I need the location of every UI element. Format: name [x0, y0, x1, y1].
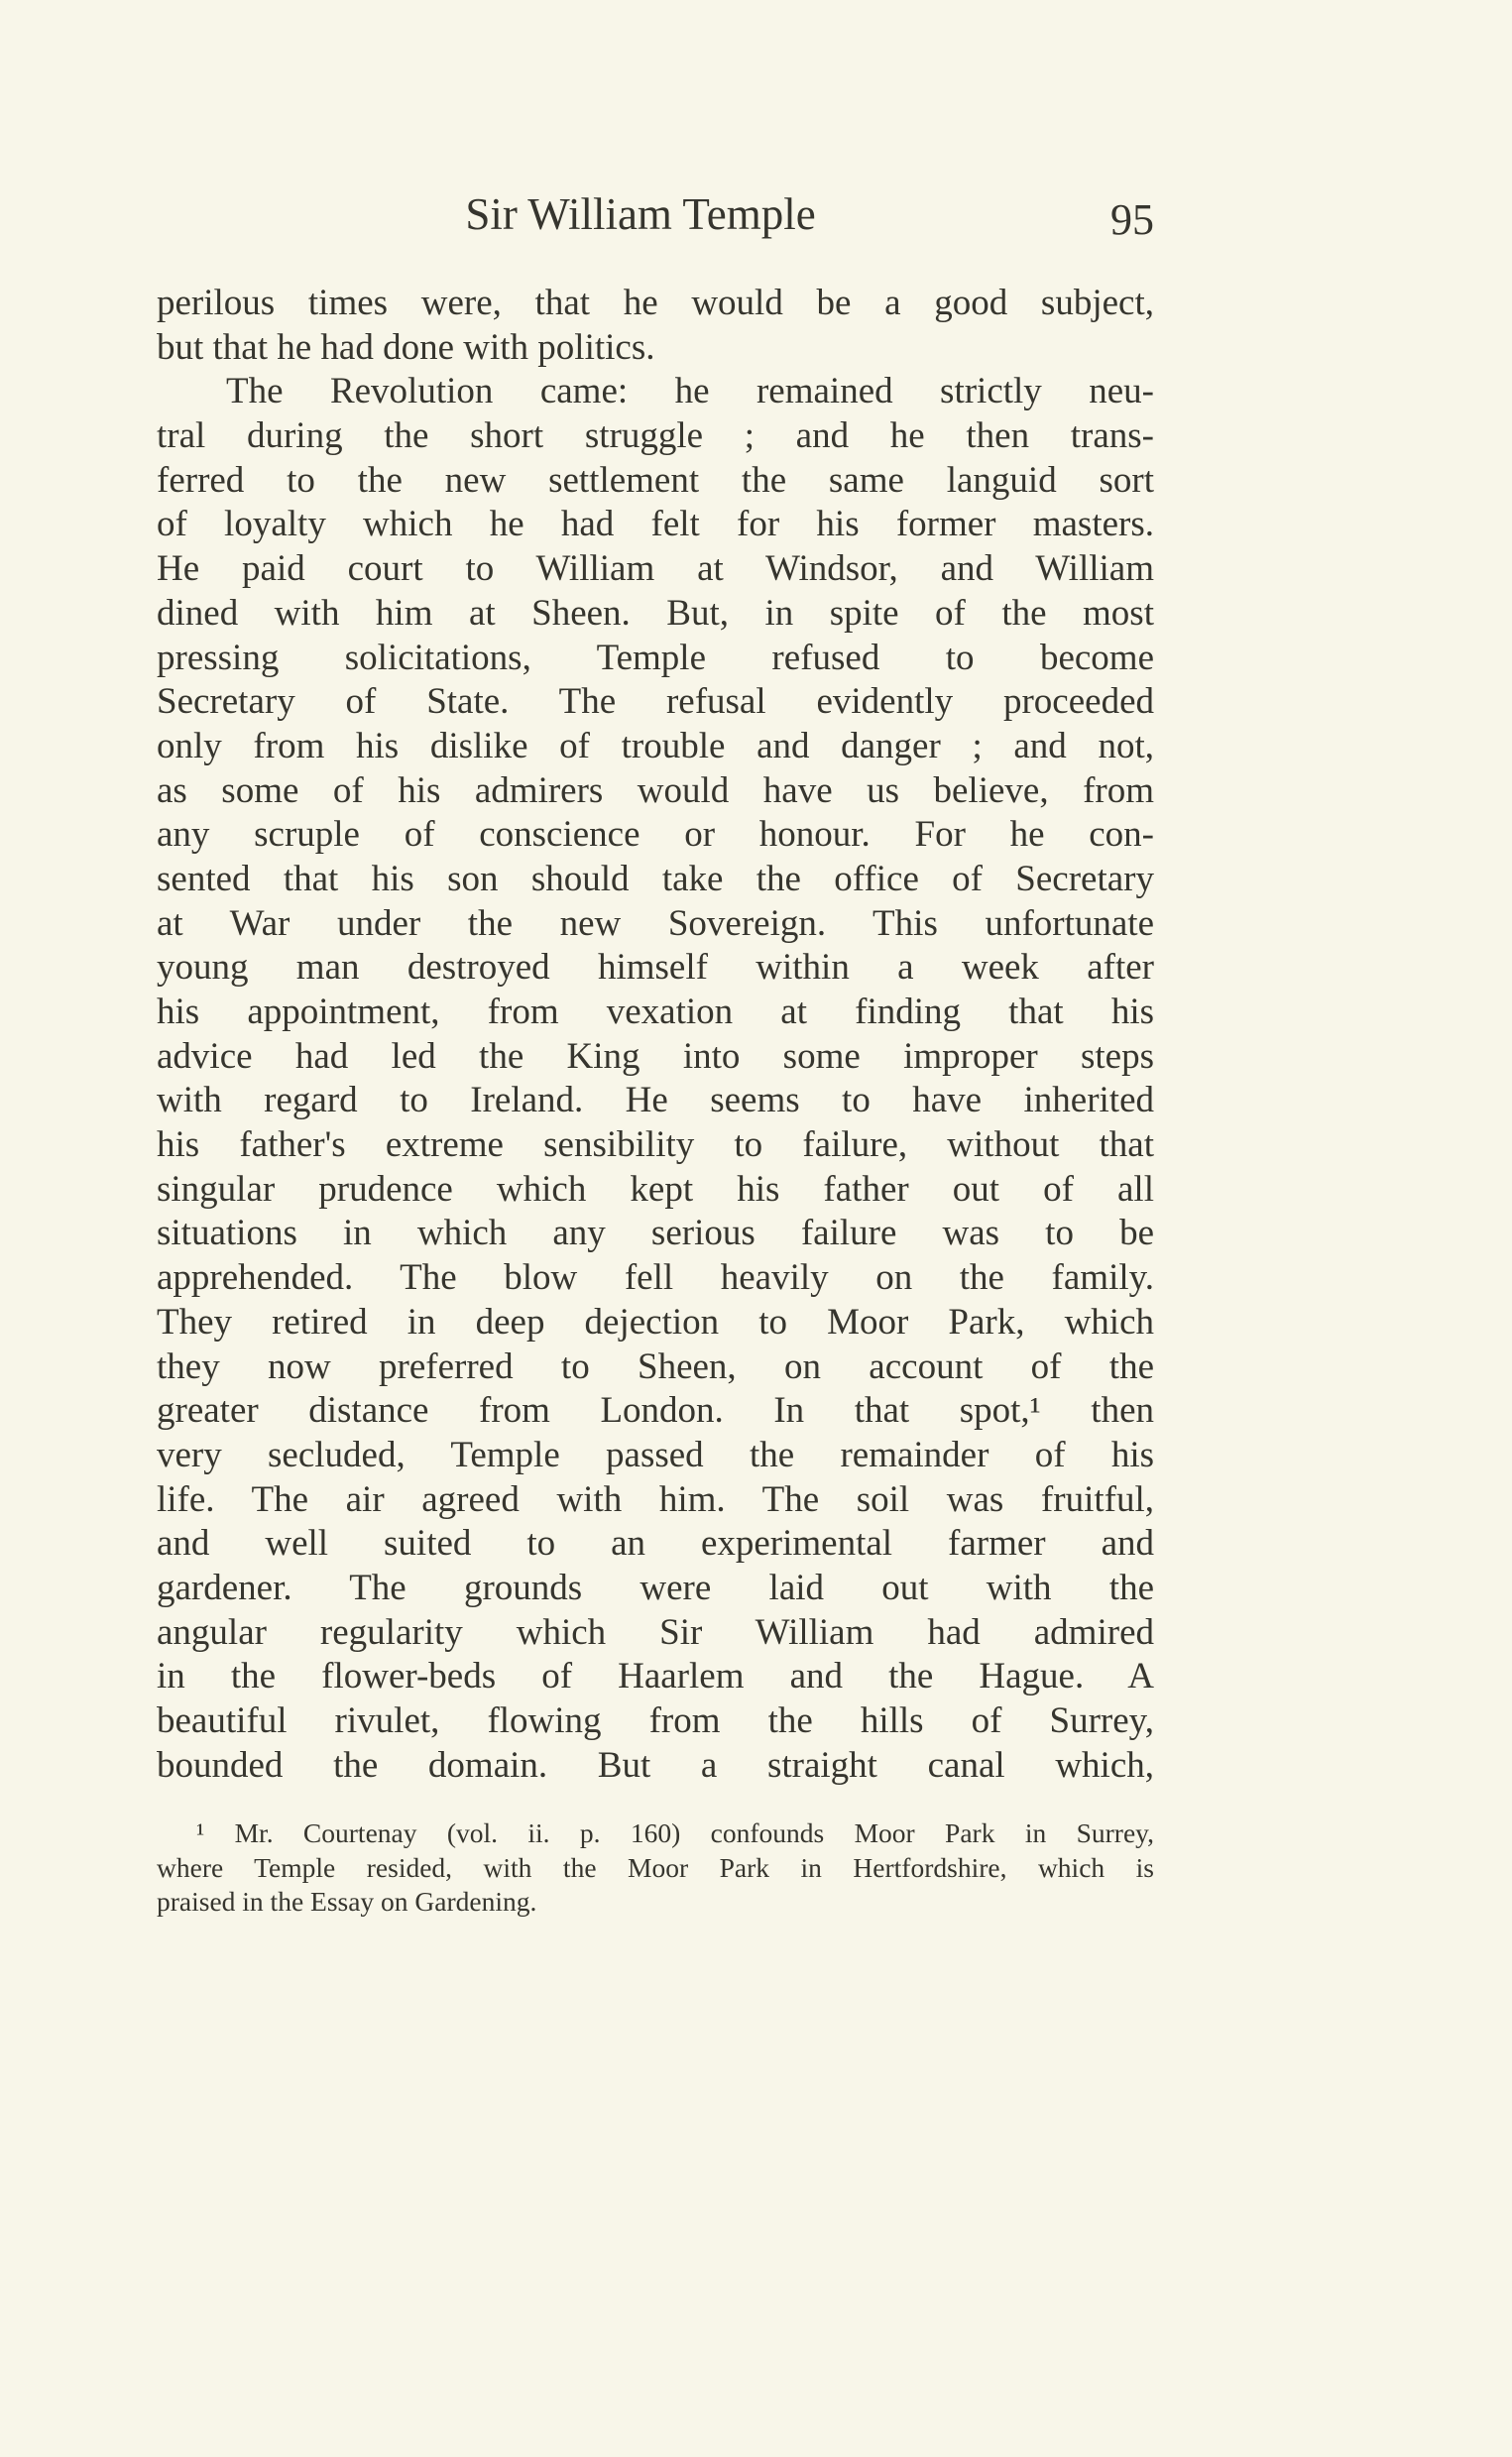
footnote [157, 1816, 1154, 1920]
text-line: He paid court to William at Windsor, and William [157, 548, 1154, 590]
text-line: angular regularity which Sir William had admired [157, 1611, 1154, 1653]
text-line: life. The air agreed with him. The soil was fruitful, [157, 1478, 1154, 1520]
text-line: gardener. The grounds were laid out with the [157, 1567, 1154, 1608]
footnote-line: ¹ Mr. Courtenay (vol. ii. p. 160) confounds Moor Park in Surrey, [196, 1817, 1154, 1848]
text-line: sented that his son should take the office of Secretary [157, 858, 1154, 899]
page-number: 95 [1110, 195, 1154, 244]
running-title: Sir William Temple [465, 189, 816, 239]
page-header [157, 188, 1154, 248]
text-line: his father's extreme sensibility to failure, without that [157, 1124, 1154, 1166]
text-line: in the flower-beds of Haarlem and the Hague. A [157, 1656, 1154, 1697]
text-line: and well suited to an experimental farmer and [157, 1523, 1154, 1565]
text-line: at War under the new Sovereign. This unfortunate [157, 902, 1154, 944]
text-line: apprehended. The blow fell heavily on the family. [157, 1257, 1154, 1299]
text-line: of loyalty which he had felt for his former masters. [157, 504, 1154, 545]
text-line: beautiful rivulet, flowing from the hills of Surrey, [157, 1700, 1154, 1741]
text-line: young man destroyed himself within a week after [157, 947, 1154, 989]
text-line: advice had led the King into some improper steps [157, 1035, 1154, 1077]
text-line: tral during the short struggle ; and he then trans- [157, 415, 1154, 457]
text-line: ferred to the new settlement the same languid sort [157, 459, 1154, 501]
text-line: dined with him at Sheen. But, in spite of the most [157, 592, 1154, 634]
text-line: They retired in deep dejection to Moor Park, which [157, 1301, 1154, 1343]
footnote-line: praised in the Essay on Gardening. [157, 1886, 537, 1917]
text-line: bounded the domain. But a straight canal which, [157, 1744, 1154, 1786]
text-line: as some of his admirers would have us believe, from [157, 769, 1154, 811]
text-line: greater distance from London. In that spot,¹ then [157, 1390, 1154, 1432]
body-text [157, 282, 1154, 1788]
text-line: situations in which any serious failure was to be [157, 1213, 1154, 1254]
text-line: any scruple of conscience or honour. For he con- [157, 814, 1154, 856]
footnote-line: where Temple resided, with the Moor Park in Hertfordshire, which is [157, 1851, 1154, 1883]
text-line: with regard to Ireland. He seems to have inherited [157, 1080, 1154, 1121]
text-line: The Revolution came: he remained strictly neu- [226, 371, 1154, 412]
text-line: only from his dislike of trouble and danger ; and not, [157, 725, 1154, 766]
text-line: his appointment, from vexation at finding that his [157, 992, 1154, 1032]
text-line: pressing solicitations, Temple refused to become [157, 637, 1154, 678]
text-line: but that he had done with politics. [157, 326, 655, 368]
text-line: they now preferred to Sheen, on account of the [157, 1346, 1154, 1387]
text-line: singular prudence which kept his father out of all [157, 1168, 1154, 1210]
text-line: very secluded, Temple passed the remainder of his [157, 1434, 1154, 1475]
text-line: perilous times were, that he would be a good subject, [157, 283, 1154, 323]
text-line: Secretary of State. The refusal evidently proceeded [157, 681, 1154, 723]
